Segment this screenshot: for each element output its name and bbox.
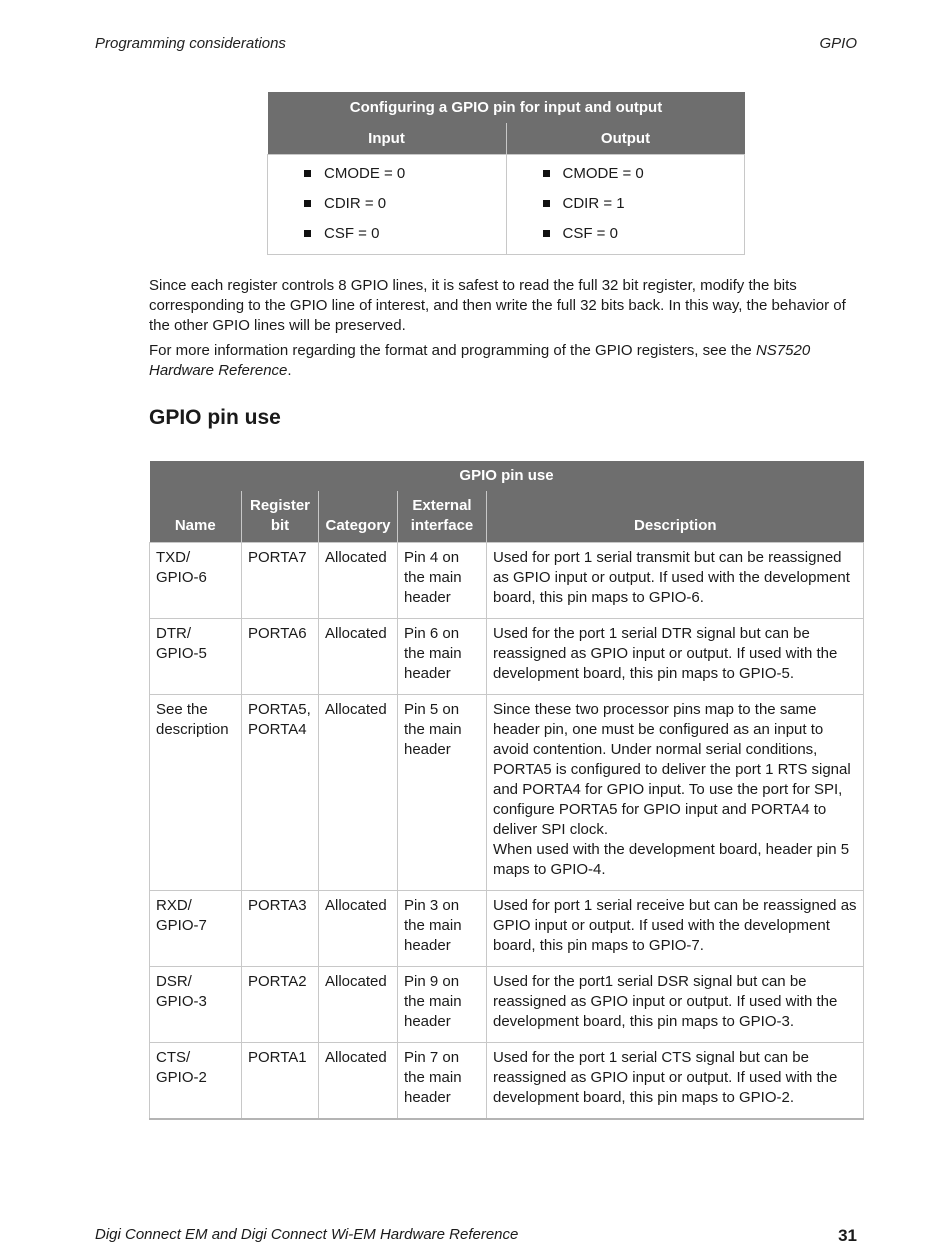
description-text: Since these two processor pins map to the same header pin, one must be configured as an input to avoid contention. Under normal serial conditions, PORTA5 is configured to deliver the port 1 RTS signal and PORTA4 for GPIO input. To use the port for SPI, configure PORTA5 for GPIO input and PORTA4 to deliver SPI clock. (493, 701, 851, 838)
cell-interface: Pin 5 on the main header (398, 695, 487, 891)
reference-title: NS7520 Hardware Reference (149, 342, 811, 379)
list-item: CDIR = 1 (543, 194, 745, 224)
table-row (150, 1043, 864, 1120)
cell-description (487, 695, 864, 891)
config-table-caption: Configuring a GPIO pin for input and output (268, 92, 745, 123)
cell-category: Allocated (319, 1043, 398, 1120)
cell-interface: Pin 9 on the main header (398, 967, 487, 1043)
cell-interface: Pin 3 on the main header (398, 891, 487, 967)
cell-interface: Pin 6 on the main header (398, 619, 487, 695)
cell-description: Used for port 1 serial transmit but can be reassigned as GPIO input or output. If used with the development board, this pin maps to GPIO-6. (487, 543, 864, 619)
cell-name: RXD/ GPIO-7 (150, 891, 242, 967)
cell-register: PORTA3 (242, 891, 319, 967)
header-chapter-label: GPIO (819, 35, 857, 52)
cell-category: Allocated (319, 891, 398, 967)
cell-register: PORTA7 (242, 543, 319, 619)
section-title: GPIO pin use (149, 406, 281, 429)
reference-text: For more information regarding the format and programming of the GPIO registers, see the (149, 342, 756, 359)
col-name: Name (150, 491, 242, 543)
cell-category: Allocated (319, 695, 398, 891)
reference-end: . (287, 362, 292, 379)
cell-description: Used for the port 1 serial DTR signal but can be reassigned as GPIO input or output. If used with the development board, this pin maps to GPIO-5. (487, 619, 864, 695)
running-header (95, 35, 857, 55)
list-item: CSF = 0 (304, 224, 506, 254)
cell-description: Used for the port 1 serial CTS signal but can be reassigned as GPIO input or output. If used with the development board, this pin maps to GPIO-2. (487, 1043, 864, 1120)
cell-category: Allocated (319, 967, 398, 1043)
footer-title: Digi Connect EM and Digi Connect Wi-EM Hardware Reference (95, 1226, 519, 1243)
header-section-label: Programming considerations (95, 35, 286, 52)
cell-name: TXD/ GPIO-6 (150, 543, 242, 619)
cell-description: Used for port 1 serial receive but can be reassigned as GPIO input or output. If used with the development board, this pin maps to GPIO-7. (487, 891, 864, 967)
list-item: CSF = 0 (543, 224, 745, 254)
cell-category: Allocated (319, 619, 398, 695)
config-output-cell (506, 155, 745, 255)
list-item: CDIR = 0 (304, 194, 506, 224)
table-row (150, 695, 864, 891)
list-item: CMODE = 0 (304, 164, 506, 194)
cell-register: PORTA1 (242, 1043, 319, 1120)
cell-interface: Pin 4 on the main header (398, 543, 487, 619)
cell-name: See the description (150, 695, 242, 891)
register-paragraph: Since each register controls 8 GPIO lines, it is safest to read the full 32 bit register, modify the bits corresponding to the GPIO line of interest, and then write the full 32 bits back. In this way, the behavior of the other GPIO lines will be preserved. (149, 277, 846, 334)
description-note: When used with the development board, header pin 5 maps to GPIO-4. (493, 841, 850, 878)
cell-interface: Pin 7 on the main header (398, 1043, 487, 1120)
reference-paragraph (149, 341, 859, 381)
col-description: Description (487, 491, 864, 543)
config-col-input: Input (268, 123, 507, 155)
running-footer (95, 1226, 857, 1248)
page-number: 31 (838, 1226, 857, 1245)
pin-table-caption: GPIO pin use (150, 461, 864, 491)
config-col-output: Output (506, 123, 745, 155)
cell-name: DSR/ GPIO-3 (150, 967, 242, 1043)
gpio-pin-table (149, 461, 864, 1120)
table-row (150, 619, 864, 695)
col-category: Category (319, 491, 398, 543)
table-row (150, 891, 864, 967)
col-register-bit: Register bit (242, 491, 319, 543)
table-row (150, 543, 864, 619)
cell-category: Allocated (319, 543, 398, 619)
config-table (267, 92, 745, 255)
cell-name: CTS/ GPIO-2 (150, 1043, 242, 1120)
cell-register: PORTA2 (242, 967, 319, 1043)
cell-name: DTR/ GPIO-5 (150, 619, 242, 695)
cell-register: PORTA6 (242, 619, 319, 695)
table-row (150, 967, 864, 1043)
col-external-interface: External interface (398, 491, 487, 543)
cell-register: PORTA5, PORTA4 (242, 695, 319, 891)
cell-description: Used for the port1 serial DSR signal but can be reassigned as GPIO input or output. If used with the development board, this pin maps to GPIO-3. (487, 967, 864, 1043)
config-input-cell (268, 155, 507, 255)
list-item: CMODE = 0 (543, 164, 745, 194)
